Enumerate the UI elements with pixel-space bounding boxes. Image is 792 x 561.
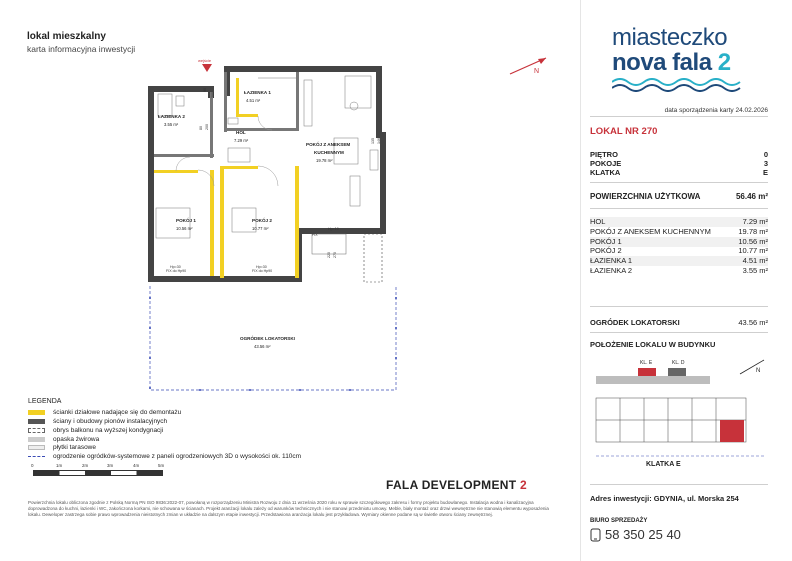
balcony-outline [364,234,382,282]
kl-d-label: KL. D [672,360,685,366]
legend-item: opaska żwirowa [28,435,99,443]
document-subtitle: karta informacyjna inwestycji [27,44,136,54]
room-label-laz1: ŁAZIENKA 1 [244,90,271,95]
room-label-kitchen-2: KUCHENNYM [314,150,344,155]
scale-label-2: 2m [82,463,89,468]
window1-fix: FIX do Hp90 [166,269,187,273]
room-row: POKÓJ 1 10.56 m² [590,237,768,246]
dim-window-b: 146 [377,138,381,144]
legend-item: ścianki działowe nadające się do demontażu [28,408,181,416]
map-north-label: N [756,368,761,374]
north-label: N [534,68,540,75]
window2-hp: Hp=30 [256,265,267,269]
door-step [312,234,346,254]
room-row: ŁAZIENKA 2 3.55 m² [590,266,768,275]
fence-posts [149,297,397,391]
document-title: lokal mieszkalny [27,31,106,42]
dim-laz2-door: 80 [199,126,203,130]
room-area-p1: 10.56 m² [176,226,193,231]
legend-item: obrys balkonu na wyższej kondygnacji [28,426,163,434]
room-label-p1: POKÓJ 1 [176,218,196,223]
dim-balcony-door-b: 270 [333,252,337,258]
legend-swatch-dark [28,419,45,424]
window3-hp: Hp=10 [328,227,339,231]
brand-line1: miasteczko [612,24,728,51]
room-area-garden: 43.56 m² [254,344,271,349]
dim-door-width: 90 [203,88,207,92]
legend-item: płytki tarasowe [28,443,96,451]
room-area-laz1: 4.51 m² [246,98,261,103]
dim-laz2-door-h: 200 [205,124,209,130]
room-label-garden: OGRÓDEK LOKATORSKI [240,336,295,341]
window1-hp: Hp=30 [170,265,181,269]
kl-e-label: KL. E [640,360,653,366]
room-label-p2: POKÓJ 2 [252,218,272,223]
room-area-laz2: 3.55 m² [164,122,179,127]
legend-item: ściany i obudowy pionów instalacyjnych [28,417,167,425]
office-phone[interactable]: 58 350 25 40 [605,527,681,542]
brand-waves [612,78,742,92]
floor-row: PIĘTRO 0 [590,150,768,159]
dim-balcony-door-a: 220 [327,252,331,258]
room-row: POKÓJ Z ANEKSEM KUCHENNYM 19.78 m² [590,227,768,236]
room-row: HOL 7.29 m² [590,217,768,226]
panel-divider [580,0,581,561]
unit-number: LOKAL NR 270 [590,126,658,137]
legend-swatch-tiles [28,445,45,450]
office-label: BIURO SPRZEDAŻY [590,518,648,524]
location-map [590,354,770,472]
dim-window-a: 135 [371,138,375,144]
scale-label-4: 4m [133,463,140,468]
room-area-p2: 10.77 m² [252,226,269,231]
sheet-date: data sporządzenia karty 24.02.2026 [664,107,768,114]
scale-label-5: 5m [158,463,165,468]
room-area-hol: 7.29 m² [234,138,249,143]
usable-area-row: POWIERZCHNIA UŻYTKOWA 56.46 m² [590,192,768,201]
room-row: POKÓJ 2 10.77 m² [590,246,768,255]
dim-door-height: 200 [211,92,215,98]
legend-swatch-dashed [28,428,45,433]
room-area-kitchen: 19.78 m² [316,158,333,163]
north-arrow-icon [508,54,552,76]
scale-label-1: 1m [56,463,63,468]
scale-label-0: 0 [31,463,34,468]
legend-swatch-fence [28,456,45,457]
room-row: ŁAZIENKA 1 4.51 m² [590,256,768,265]
legend-swatch-gravel [28,437,45,442]
legend-title: LEGENDA [28,398,62,405]
location-title: POŁOŻENIE LOKALU W BUDYNKU [590,340,716,349]
klatka-label: KLATKA E [646,461,681,468]
investment-address: Adres inwestycji: GDYNIA, ul. Morska 254 [590,494,739,503]
floor-plan [140,58,420,398]
room-label-kitchen-1: POKÓJ Z ANEKSEM [306,142,351,147]
room-label-laz2: ŁAZIENKA 2 [158,114,185,119]
legend-swatch-yellow [28,410,45,415]
outer-walls [148,66,386,282]
room-label-hol: HOL [236,130,246,135]
phone-icon [590,528,602,542]
staircase-row: KLATKA E [590,168,768,177]
developer-logo: FALA DEVELOPMENT 2 [386,478,527,492]
window3-fix: FIX [312,233,318,237]
unit-location-highlight [720,420,744,442]
rooms-row: POKOJE 3 [590,159,768,168]
legend-item: ogrodzenie ogródków-systemowe z paneli ogrodzeniowych 3D o wysokości ok. 110cm [28,452,301,460]
svg-text:wejście: wejście [198,58,212,63]
scale-label-3: 3m [107,463,114,468]
entrance-marker [198,58,212,72]
footnote: Powierzchnia lokalu obliczona zgodnie z Polską Normą PN ISO 9836:2022-07, powołaną w rozporządzeniu Ministra Rozwoju z dnia 11 września 2020 roku w sprawie szczegółowego zakresu i formy projektu budowlanego. Instalacja wodna i kanalizacyjna doprowadzona do kuchni, łazienki i WC, zakończona korkami, nie schowana w ścianach. Projekt aranżacji lokalu zależy od warunków technicznych i nie stanowi przedmiotu umowy. Meble, biały montaż oraz drzwi wewnętrzne nie stanowią elementu wyposażenia lokalu. Deweloper zastrzega sobie prawo wprowadzenia nieistotnych zmian w układzie na dalszym etapie inwestycji. Przedstawiona aranżacja lokalu jest przykładowa. Wymiary okienne podane są w świetle otworu ściany zewnętrznej. [28,500,549,517]
brand-line2: nova fala 2 [612,49,731,76]
scale-bar [33,470,163,476]
garden-row: OGRÓDEK LOKATORSKI 43.56 m² [590,318,768,327]
window2-fix: FIX do Hp90 [252,269,273,273]
